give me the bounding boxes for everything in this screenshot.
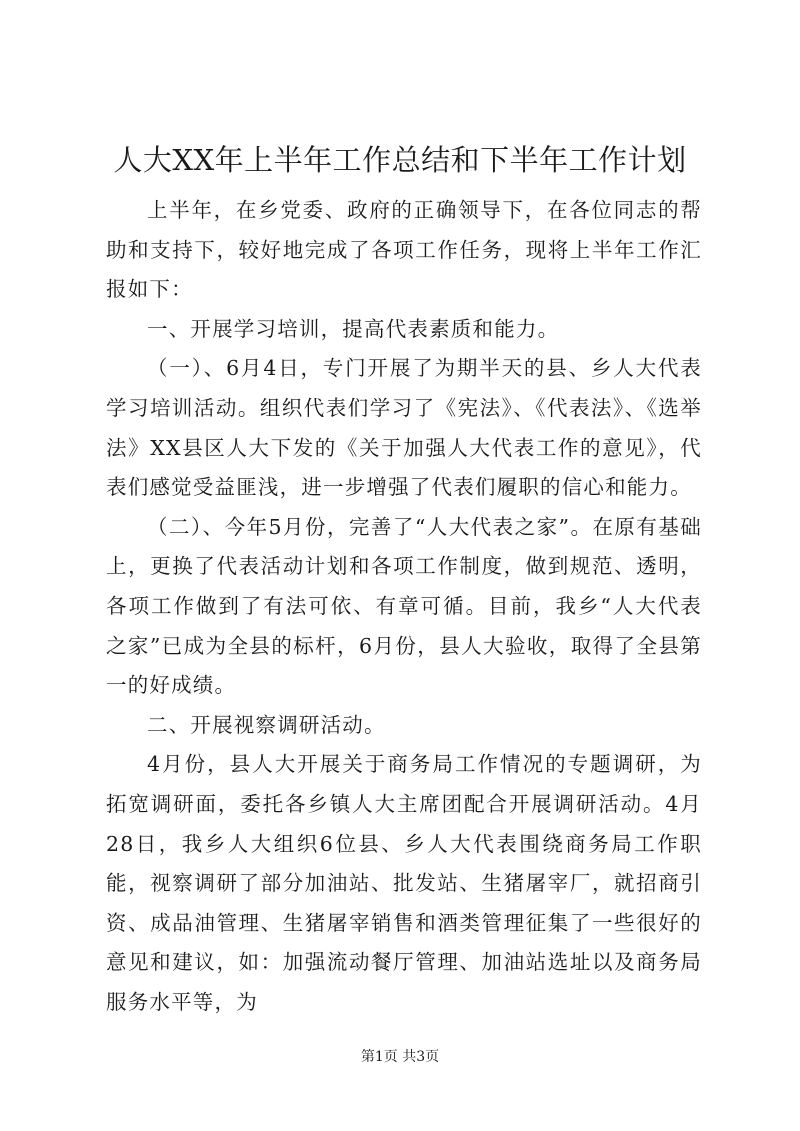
paragraph-intro: 上半年，在乡党委、政府的正确领导下，在各位同志的帮助和支持下，较好地完成了各项工作任务，现将上半年工作汇报如下： (106, 198, 702, 302)
document-title: 人大XX年上半年工作总结和下半年工作计划 (113, 143, 687, 177)
section-heading-2: 二、开展视察调研活动。 (147, 712, 386, 737)
document-body (106, 191, 702, 1022)
page-footer: 第1页 共3页 (360, 1049, 440, 1065)
section-heading-1: 一、开展学习培训，提高代表素质和能力。 (147, 316, 560, 341)
paragraph-1-2: （二）、今年5月份，完善了“人大代表之家”。在原有基础上，更换了代表活动计划和各项工作制度，做到规范、透明，各项工作做到了有法可依、有章可循。目前，我乡“人大代表之家”已成为全县的标杆，6月份，县人大验收，取得了全县第一的好成绩。 (106, 514, 702, 698)
paragraph-1-1: （一）、6月4日，专门开展了为期半天的县、乡人大代表学习培训活动。组织代表们学习了《宪法》、《代表法》、《选举法》XX县区人大下发的《关于加强人大代表工作的意见》，代表们感觉受益匪浅，进一步增强了代表们履职的信心和能力。 (106, 356, 702, 500)
paragraph-2-1: 4月份，县人大开展关于商务局工作情况的专题调研，为拓宽调研面，委托各乡镇人大主席团配合开展调研活动。4月28日，我乡人大组织6位县、乡人大代表围绕商务局工作职能，视察调研了部分加油站、批发站、生猪屠宰厂，就招商引资、成品油管理、生猪屠宰销售和酒类管理征集了一些很好的意见和建议，如：加强流动餐厅管理、加油站选址以及商务局服务水平等，为 (106, 752, 702, 1014)
